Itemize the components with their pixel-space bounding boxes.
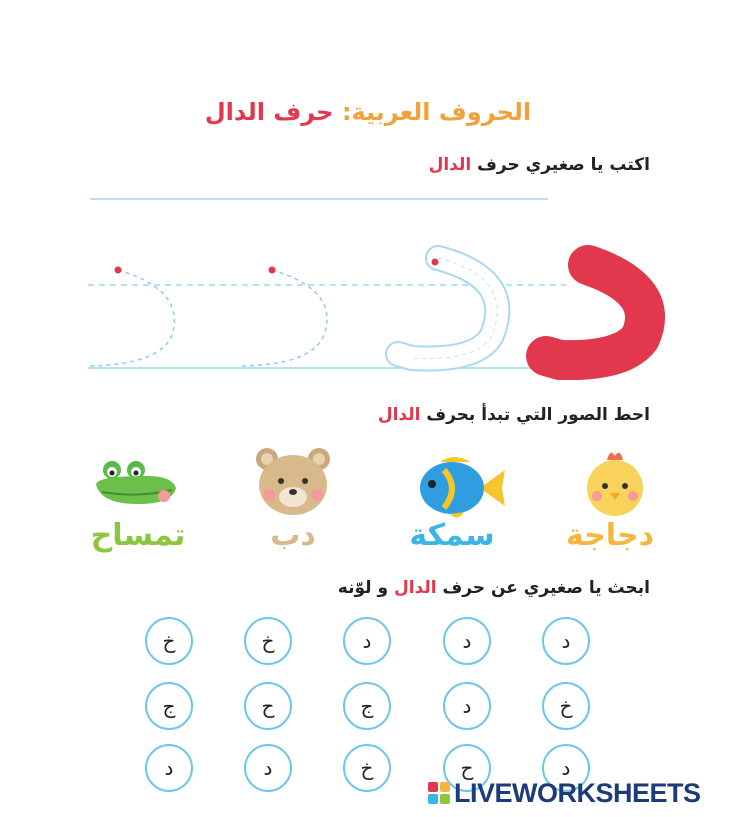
letter-circle[interactable]: ج xyxy=(145,682,193,730)
letter-circle[interactable]: د xyxy=(443,682,491,730)
letter-circle[interactable]: خ xyxy=(145,617,193,665)
picture-word-2: سمكة xyxy=(409,518,495,553)
letter-circle[interactable]: د xyxy=(542,617,590,665)
bear-icon[interactable] xyxy=(243,443,343,523)
title-part1: الحروف العربية: xyxy=(341,98,532,126)
brand-logo xyxy=(428,776,728,810)
instruction-circle: احط الصور التي تبدأ بحرف الدال xyxy=(377,405,650,425)
start-dot xyxy=(269,267,276,274)
letter-circle[interactable]: د xyxy=(145,744,193,792)
instruction-find: ابحث يا صغيري عن حرف الدال و لوّنه xyxy=(337,578,650,598)
start-dot xyxy=(115,267,122,274)
letter-circle[interactable]: خ xyxy=(343,744,391,792)
picture-word-1: دجاجة xyxy=(565,518,655,553)
letter-circle[interactable]: ح xyxy=(244,682,292,730)
letter-circle[interactable]: د xyxy=(343,617,391,665)
letter-circle[interactable]: د xyxy=(443,617,491,665)
title-part2: حرف الدال xyxy=(204,98,334,126)
instruction-write: اكتب يا صغيري حرف الدال xyxy=(428,155,650,175)
picture-word-3: دب xyxy=(270,518,316,553)
letter-tracing-area[interactable] xyxy=(0,190,736,380)
letter-circle[interactable]: خ xyxy=(542,682,590,730)
letter-circle[interactable]: د xyxy=(244,744,292,792)
letter-circle[interactable]: خ xyxy=(244,617,292,665)
start-dot xyxy=(432,259,439,266)
letter-circle[interactable]: ح xyxy=(443,744,491,792)
brand-name: LIVEWORKSHEETS xyxy=(454,777,701,808)
page-title xyxy=(0,98,736,126)
picture-word-4: تمساح xyxy=(90,518,186,553)
letter-circle[interactable]: د xyxy=(542,744,590,792)
chick-icon[interactable] xyxy=(565,448,665,528)
model-letter-dal xyxy=(546,265,645,360)
brand-logo-icon xyxy=(428,782,450,804)
letter-circle[interactable]: ج xyxy=(343,682,391,730)
crocodile-icon[interactable] xyxy=(88,448,188,528)
fish-icon[interactable] xyxy=(410,448,510,528)
